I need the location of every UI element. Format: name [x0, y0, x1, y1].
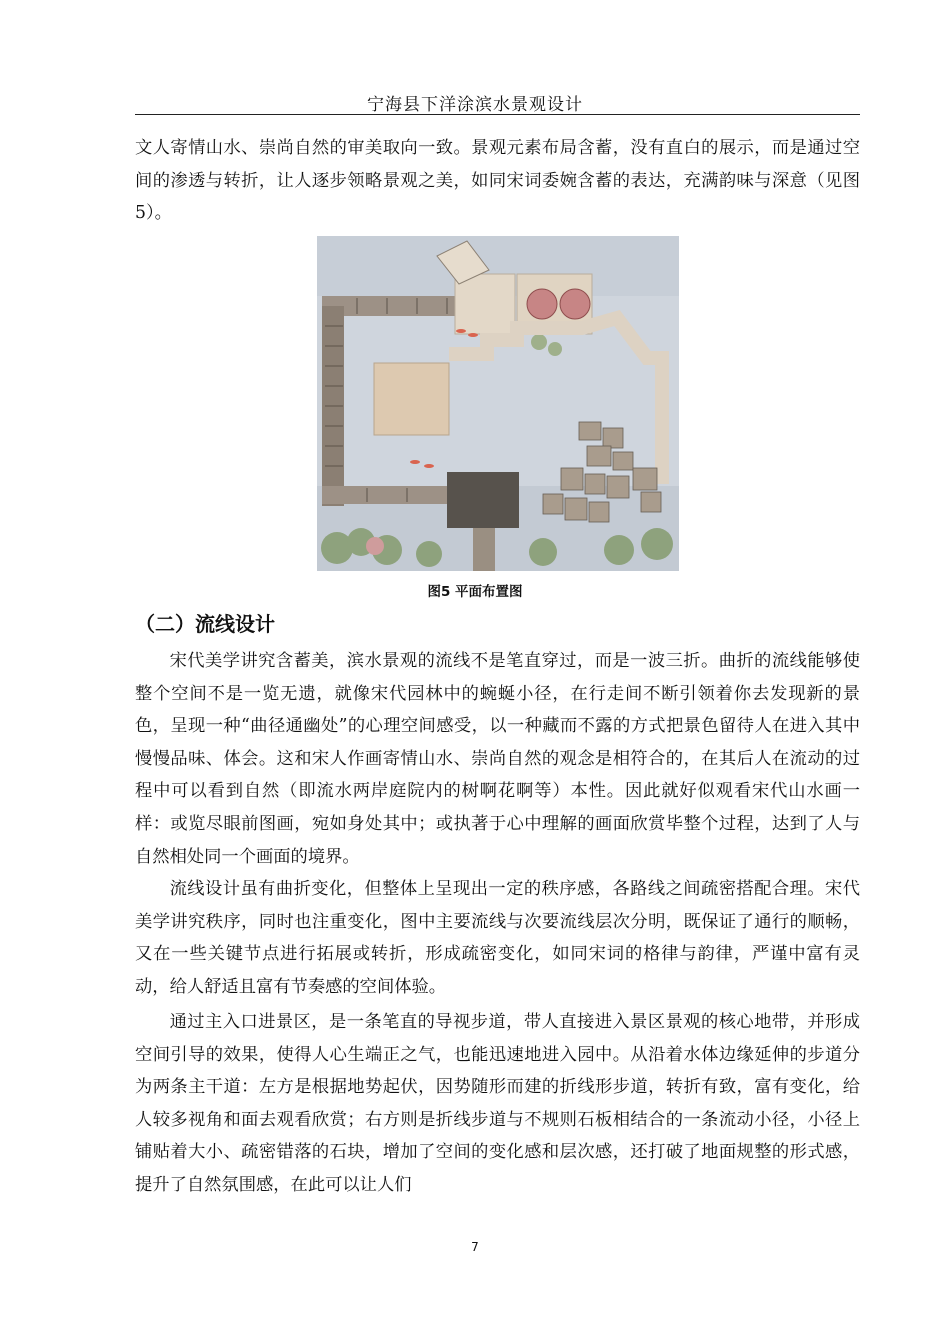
site-plan-drawing	[317, 236, 679, 571]
body-paragraph: 流线设计虽有曲折变化，但整体上呈现出一定的秩序感，各路线之间疏密搭配合理。宋代美学讲究秩序，同时也注重变化，图中主要流线与次要流线层次分明，既保证了通行的顺畅，又在一些关键节点进行拓展或转折，形成疏密变化，如同宋词的格律与韵律，严谨中富有灵动，给人舒适且富有节奏感的空间体验。	[135, 879, 860, 997]
header-rule	[135, 114, 860, 115]
page-number: 7	[471, 1240, 479, 1254]
intro-paragraph: 文人寄情山水、崇尚自然的审美取向一致。景观元素布局含蓄，没有直白的展示，而是通过空间的渗透与转折，让人逐步领略景观之美，如同宋词委婉含蓄的表达，充满韵味与深意（见图5）。	[135, 138, 860, 224]
section-heading: （二）流线设计	[135, 612, 275, 636]
figure-caption: 图5 平面布置图	[427, 584, 523, 600]
body-paragraph: 宋代美学讲究含蓄美，滨水景观的流线不是笔直穿过，而是一波三折。曲折的流线能够使整个空间不是一览无遗，就像宋代园林中的蜿蜒小径，在行走间不断引领着你去发现新的景色，呈现一种“曲径通幽处”的心理空间感受，以一种藏而不露的方式把景色留待人在进入其中慢慢品味、体会。这和宋人作画寄情山水、崇尚自然的观念是相符合的，在其后人在流动的过程中可以看到自然（即流水两岸庭院内的树啊花啊等）本性。因此就好似观看宋代山水画一样：或览尽眼前图画，宛如身处其中；或执著于心中理解的画面欣赏毕整个过程，达到了人与自然相处同一个画面的境界。	[135, 651, 860, 867]
site-plan-figure	[317, 236, 679, 571]
running-header-title: 宁海县下洋涂滨水景观设计	[367, 95, 583, 115]
body-paragraph: 通过主入口进景区，是一条笔直的导视步道，带人直接进入景区景观的核心地带，并形成空间引导的效果，使得人心生端正之气，也能迅速地进入园中。从沿着水体边缘延伸的步道分为两条主干道：左方是根据地势起伏，因势随形而建的折线形步道，转折有致，富有变化，给人较多视角和面去观看欣赏；右方则是折线步道与不规则石板相结合的一条流动小径，小径上铺贴着大小、疏密错落的石块，增加了空间的变化感和层次感，还打破了地面规整的形式感，提升了自然氛围感，在此可以让人们	[135, 1012, 860, 1195]
